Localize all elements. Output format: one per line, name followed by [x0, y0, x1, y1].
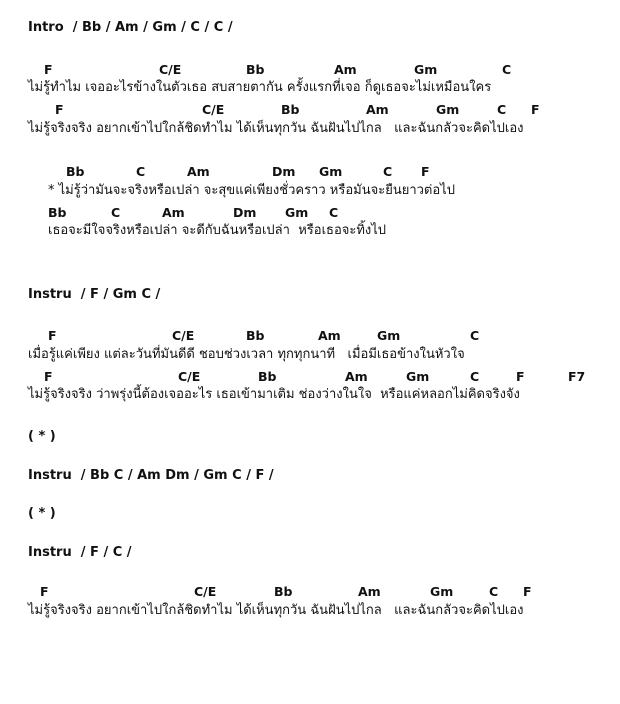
- chord: C: [470, 328, 480, 343]
- section-intro: Intro / Bb / Am / Gm / C / C /: [28, 20, 233, 35]
- chord: Bb: [246, 62, 265, 77]
- chord: Gm: [414, 62, 438, 77]
- lyric-line: เธอจะมีใจจริงหรือเปล่า จะดีกับฉันหรือเปล่า หรือเธอจะทิ้งไป: [48, 223, 387, 238]
- chord: Bb: [48, 205, 67, 220]
- chord: C: [383, 164, 393, 179]
- chord: Am: [318, 328, 341, 343]
- chord: Bb: [66, 164, 85, 179]
- chord: F: [44, 369, 53, 384]
- chord: F: [40, 584, 49, 599]
- chord: C: [502, 62, 512, 77]
- chord: Am: [366, 102, 389, 117]
- lyric-line: ไม่รู้จริงจริง อยากเข้าไปใกล้ชิดทำไม ได้เห็นทุกวัน ฉันฝันไปไกล และฉันกลัวจะคิดไปเอง: [28, 121, 524, 136]
- chord: Am: [345, 369, 368, 384]
- section-instru: Instru / F / C /: [28, 545, 132, 560]
- chord: Gm: [430, 584, 454, 599]
- lyric-line: เมื่อรู้แค่เพียง แต่ละวันที่มันดีดี ชอบช่วงเวลา ทุกทุกนาที เมื่อมีเธอข้างในหัวใจ: [28, 347, 465, 362]
- chord: C: [329, 205, 339, 220]
- chord: Gm: [285, 205, 309, 220]
- chord: Gm: [406, 369, 430, 384]
- chord-line: [0, 584, 620, 704]
- chord: Dm: [272, 164, 296, 179]
- chord: C/E: [194, 584, 217, 599]
- chord: C/E: [159, 62, 182, 77]
- chord: C/E: [202, 102, 225, 117]
- chord: F: [523, 584, 532, 599]
- chord: F: [48, 328, 57, 343]
- chord: Gm: [319, 164, 343, 179]
- chord: C: [470, 369, 480, 384]
- chord: Gm: [436, 102, 460, 117]
- chord: Bb: [258, 369, 277, 384]
- lyric-line: ไม่รู้จริงจริง ว่าพรุ่งนี้ต้องเจออะไร เธอเข้ามาเติม ช่องว่างในใจ หรือแค่หลอกไม่คิดจริงจัง: [28, 387, 520, 402]
- chord: F: [44, 62, 53, 77]
- chord: Bb: [274, 584, 293, 599]
- chord: F: [55, 102, 64, 117]
- chord: F: [531, 102, 540, 117]
- chord: C: [497, 102, 507, 117]
- section-repeat: ( * ): [28, 506, 56, 521]
- chord: Dm: [233, 205, 257, 220]
- chord: C/E: [172, 328, 195, 343]
- chord: Am: [358, 584, 381, 599]
- chord: F: [421, 164, 430, 179]
- section-repeat: ( * ): [28, 429, 56, 444]
- chord: Bb: [281, 102, 300, 117]
- lyric-line: * ไม่รู้ว่ามันจะจริงหรือเปล่า จะสุขแค่เพียงชั่วคราว หรือมันจะยืนยาวต่อไป: [48, 183, 455, 198]
- chord: C/E: [178, 369, 201, 384]
- chord: Am: [187, 164, 210, 179]
- chord: C: [111, 205, 121, 220]
- chord: C: [136, 164, 146, 179]
- chord: Am: [162, 205, 185, 220]
- chord: Bb: [246, 328, 265, 343]
- chord: C: [489, 584, 499, 599]
- chord: F7: [568, 369, 586, 384]
- chord: Am: [334, 62, 357, 77]
- lyric-line: ไม่รู้ทำไม เจออะไรข้างในตัวเธอ สบสายตากัน ครั้งแรกที่เจอ ก็ดูเธอจะไม่เหมือนใคร: [28, 80, 492, 95]
- section-instru: Instru / F / Gm C /: [28, 287, 161, 302]
- chord: Gm: [377, 328, 401, 343]
- lyric-line: ไม่รู้จริงจริง อยากเข้าไปใกล้ชิดทำไม ได้เห็นทุกวัน ฉันฝันไปไกล และฉันกลัวจะคิดไปเอง: [28, 603, 524, 618]
- chord: F: [516, 369, 525, 384]
- section-instru: Instru / Bb C / Am Dm / Gm C / F /: [28, 468, 274, 483]
